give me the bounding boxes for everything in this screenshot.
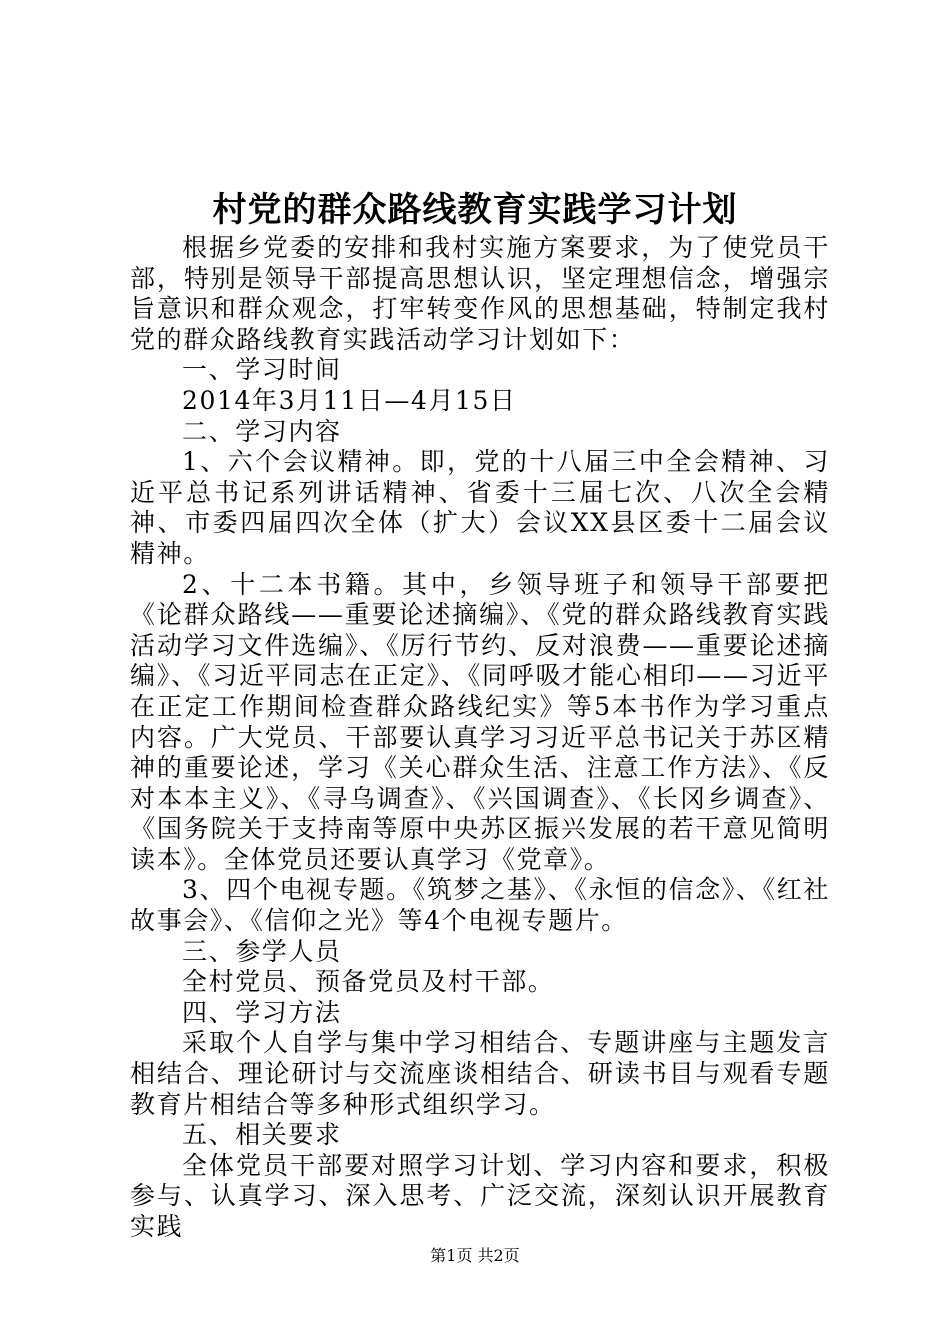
paragraph-study-dates: 2014年3月11日—4月15日 [182, 385, 517, 415]
document-body [130, 233, 830, 1243]
document-title: 村党的群众路线教育实践学习计划 [212, 190, 738, 230]
heading-study-methods: 四、学习方法 [182, 997, 342, 1027]
heading-study-content: 二、学习内容 [182, 416, 342, 446]
heading-requirements: 五、相关要求 [182, 1120, 342, 1150]
paragraph-requirements: 全体党员干部要对照学习计划、学习内容和要求，积极参与、认真学习、深入思考、广泛交流，深刻认识开展教育实践 [130, 1150, 830, 1241]
paragraph-intro: 根据乡党委的安排和我村实施方案要求，为了使党员干部，特别是领导干部提高思想认识，坚定理想信念，增强宗旨意识和群众观念，打牢转变作风的思想基础，特制定我村党的群众路线教育实践活动学习计划如下： [130, 233, 830, 354]
paragraph-participants: 全村党员、预备党员及村干部。 [182, 967, 555, 997]
paragraph-study-methods: 采取个人自学与集中学习相结合、专题讲座与主题发言相结合、理论研讨与交流座谈相结合、研读书目与观看专题教育片相结合等多种形式组织学习。 [130, 1028, 830, 1119]
heading-study-time: 一、学习时间 [182, 355, 342, 385]
page-footer: 第1页 共2页 [430, 1246, 520, 1265]
paragraph-content-meetings: 1、六个会议精神。即，党的十八届三中全会精神、习近平总书记系列讲话精神、省委十三届七次、八次全会精神、市委四届四次全体（扩大）会议XX县区委十二届会议精神。 [130, 447, 830, 568]
paragraph-content-tv: 3、四个电视专题。《筑梦之基》、《永恒的信念》、《红社故事会》、《信仰之光》等4个电视专题片。 [130, 875, 830, 936]
paragraph-content-books: 2、十二本书籍。其中，乡领导班子和领导干部要把《论群众路线——重要论述摘编》、《党的群众路线教育实践活动学习文件选编》、《厉行节约、反对浪费——重要论述摘编》、《习近平同志在正定》、《同呼吸才能心相印——习近平在正定工作期间检查群众路线纪实》等5本书作为学习重点内容。广大党员、干部要认真学习习近平总书记关于苏区精神的重要论述，学习《关心群众生活、注意工作方法》、《反对本本主义》、《寻乌调查》、《兴国调查》、《长冈乡调查》、《国务院关于支持南等原中央苏区振兴发展的若干意见简明读本》。全体党员还要认真学习《党章》。 [130, 569, 830, 874]
heading-participants: 三、参学人员 [182, 936, 342, 966]
